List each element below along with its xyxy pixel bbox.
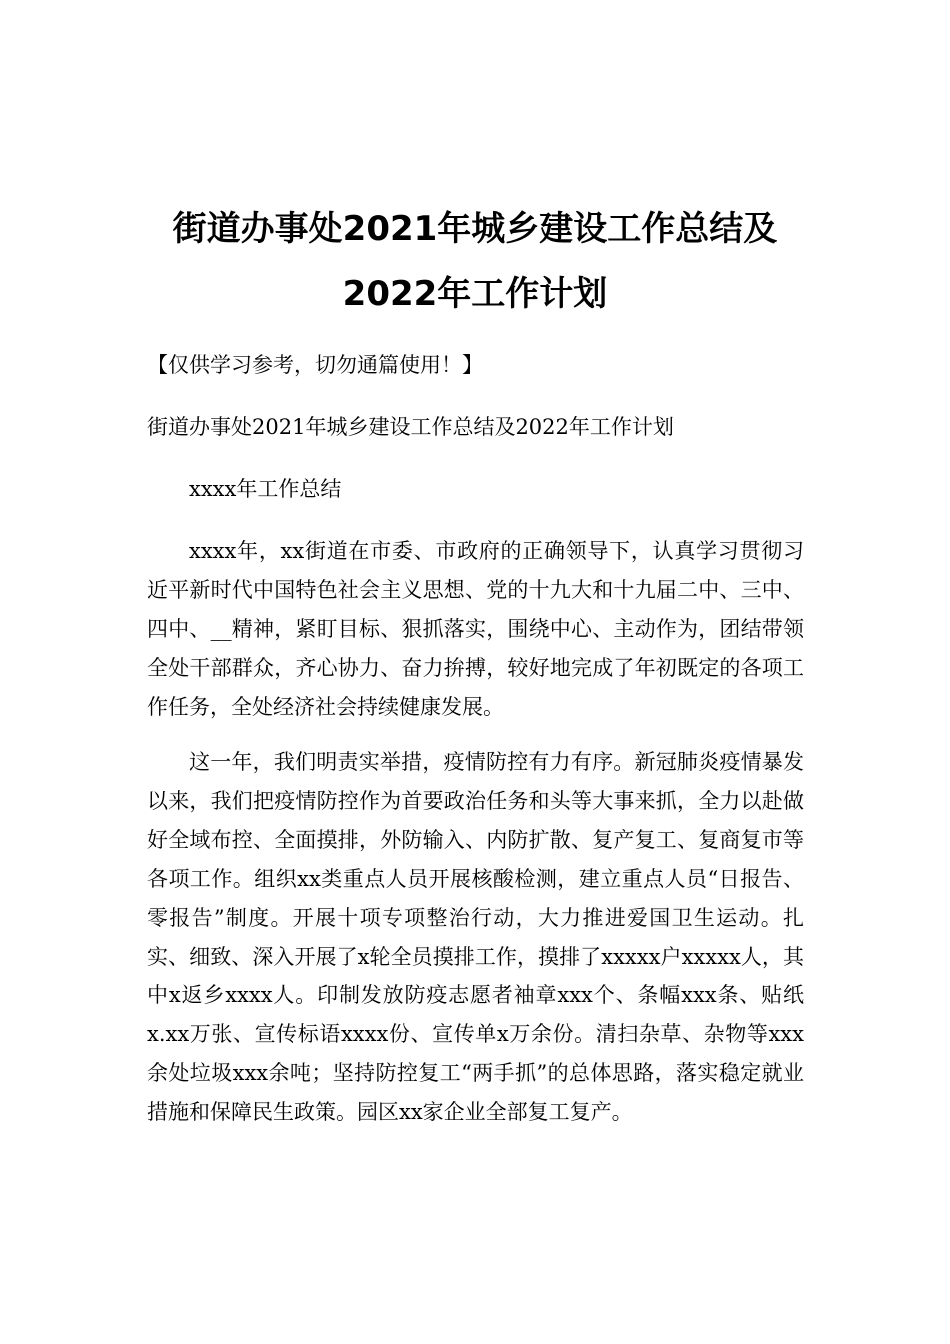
document-title-line-1: 街道办事处2021年城乡建设工作总结及: [172, 209, 778, 249]
section-heading: xxxx年工作总结: [189, 477, 342, 501]
usage-notice: 【仅供学习参考，切勿通篇使用！】: [147, 353, 483, 377]
document-title-line-2: 2022年工作计划: [342, 274, 608, 314]
document-subtitle: 街道办事处2021年城乡建设工作总结及2022年工作计划: [147, 415, 674, 439]
body-paragraph: xxxx年，xx街道在市委、市政府的正确领导下，认真学习贯彻习近平新时代中国特色社会主义思想、党的十九大和十九届二中、三中、四中、__精神，紧盯目标、狠抓落实，围绕中心、主动作为，团结带领全处干部群众，齐心协力、奋力拚搏，较好地完成了年初既定的各项工作任务，全处经济社会持续健康发展。: [147, 539, 804, 719]
body-paragraph: 这一年，我们明责实举措，疫情防控有力有序。新冠肺炎疫情暴发以来，我们把疫情防控作为首要政治任务和头等大事来抓，全力以赴做好全域布控、全面摸排，外防输入、内防扩散、复产复工、复商复市等各项工作。组织xx类重点人员开展核酸检测，建立重点人员“日报告、零报告”制度。开展十项专项整治行动，大力推进爱国卫生运动。扎实、细致、深入开展了x轮全员摸排工作，摸排了xxxxx户xxxxx人，其中x返乡xxxx人。印制发放防疫志愿者袖章xxx个、条幅xxx条、贴纸x.xx万张、宣传标语xxxx份、宣传单x万余份。清扫杂草、杂物等xxx余处垃圾xxx余吨；坚持防控复工“两手抓”的总体思路，落实稳定就业措施和保障民生政策。园区xx家企业全部复工复产。: [147, 750, 804, 1125]
